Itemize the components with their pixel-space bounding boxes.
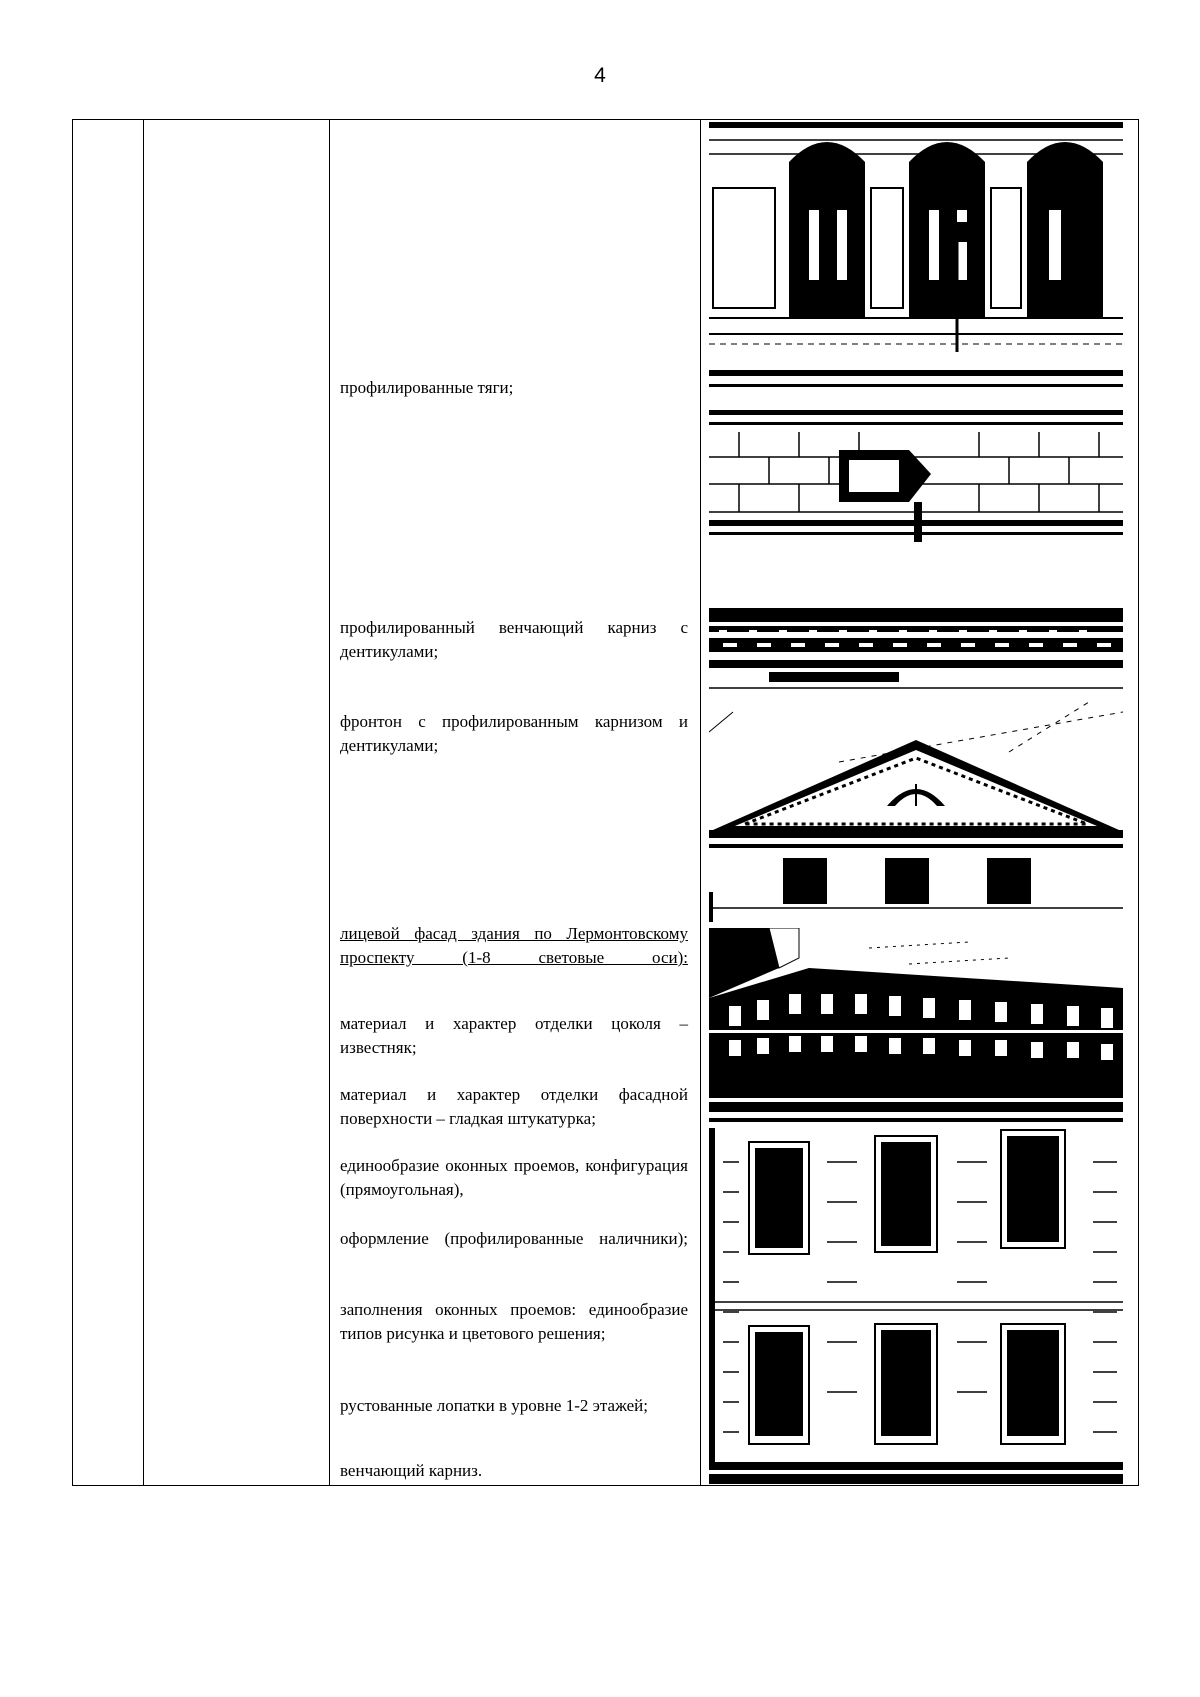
- photo-crowning-cornice: [709, 604, 1123, 696]
- photo-profiled-belt-courses: [709, 362, 1123, 554]
- list-item: заполнения оконных проемов: единообразие типов рисунка и цветового решения;: [340, 1300, 688, 1343]
- table-cell-number: [73, 120, 144, 1486]
- photo-street-facade: [709, 928, 1123, 1098]
- table-cell-photos: [701, 120, 1139, 1486]
- list-item: рустованные лопатки в уровне 1-2 этажей;: [340, 1396, 648, 1415]
- list-item: единообразие оконных проемов, конфигурация (прямоугольная),: [340, 1156, 688, 1199]
- photo-facade-windows: [709, 1102, 1123, 1484]
- document-table: [72, 119, 1139, 1486]
- photo-pediment: [709, 702, 1123, 922]
- list-item: профилированные тяги;: [340, 378, 514, 397]
- photo-arched-entrances: [709, 122, 1123, 352]
- list-item: оформление (профилированные наличники);: [340, 1229, 688, 1248]
- list-item: материал и характер отделки фасадной поверхности – гладкая штукатурка;: [340, 1085, 688, 1128]
- list-item: материал и характер отделки цоколя – известняк;: [340, 1014, 688, 1057]
- section-heading: лицевой фасад здания по Лермонтовскому проспекту (1-8 световые оси):: [340, 924, 688, 967]
- list-item: профилированный венчающий карниз с дентикулами;: [340, 618, 688, 661]
- table-cell-object: [144, 120, 330, 1486]
- page-number: 4: [594, 64, 606, 87]
- table-cell-description: [330, 120, 701, 1486]
- list-item: венчающий карниз.: [340, 1461, 483, 1480]
- list-item: фронтон с профилированным карнизом и дентикулами;: [340, 712, 688, 755]
